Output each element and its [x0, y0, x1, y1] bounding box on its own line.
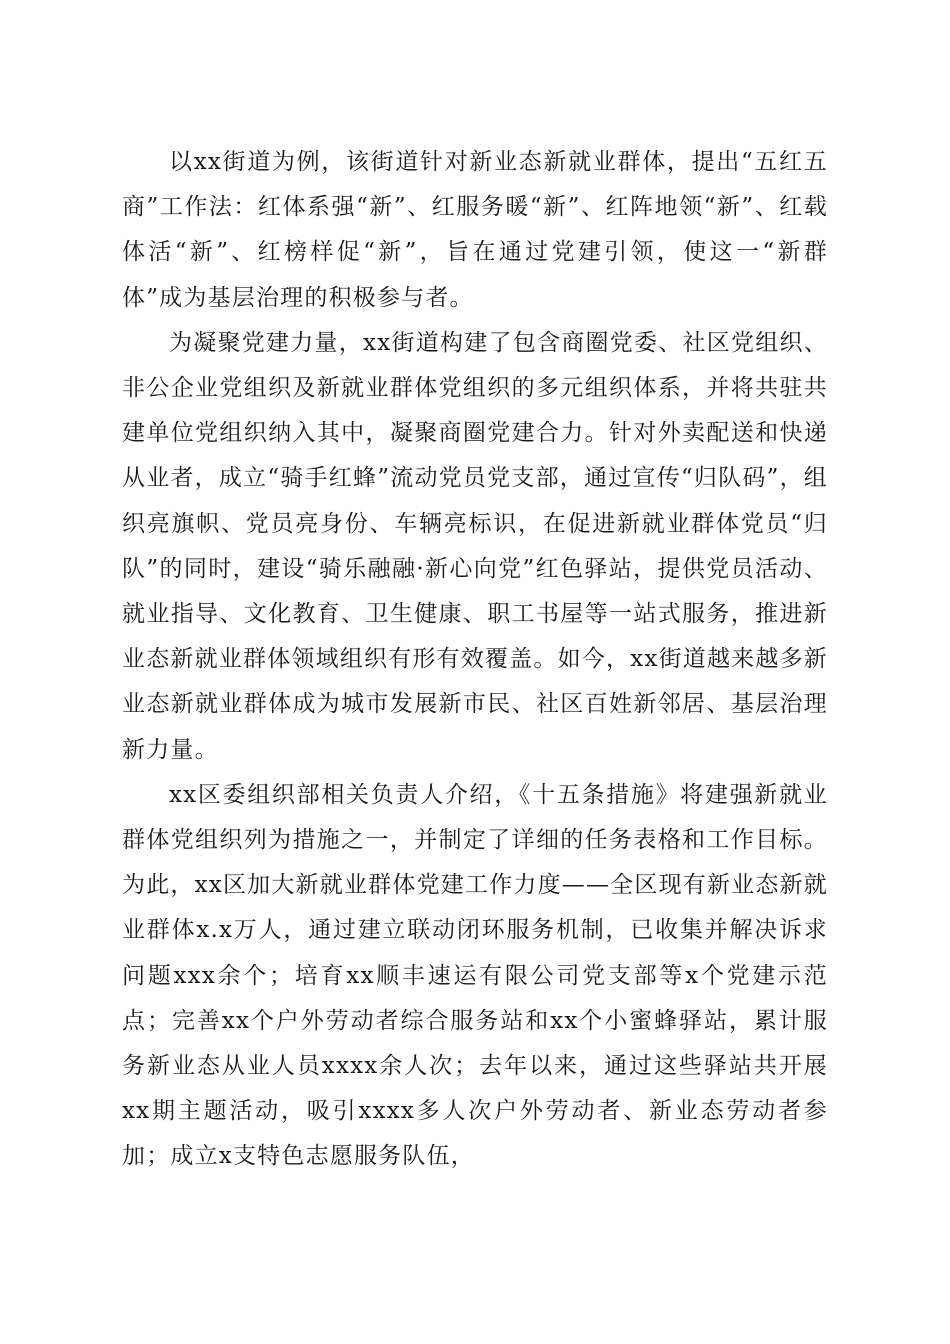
paragraph-1: 以xx街道为例，该街道针对新业态新就业群体，提出“五红五商”工作法：红体系强“新”、红服务暖“新”、红阵地领“新”、红载体活“新”、红榜样促“新”，旨在通过党建引领，使这一“新群体”成为基层治理的积极参与者。	[122, 149, 828, 311]
paragraph-2: 为凝聚党建力量，xx街道构建了包含商圈党委、社区党组织、非公企业党组织及新就业群体党组织的多元组织体系，并将共驻共建单位党组织纳入其中，凝聚商圈党建合力。针对外卖配送和快递从业者，成立“骑手红蜂”流动党员党支部，通过宣传“归队码”，组织亮旗帜、党员亮身份、车辆亮标识，在促进新就业群体党员“归队”的同时，建设“骑乐融融·新心向党”红色驿站，提供党员活动、就业指导、文化教育、卫生健康、职工书屋等一站式服务，推进新业态新就业群体领域组织有形有效覆盖。如今，xx街道越来越多新业态新就业群体成为城市发展新市民、社区百姓新邻居、基层治理新力量。	[122, 329, 828, 763]
document-body	[122, 140, 828, 1180]
paragraph-3: xx区委组织部相关负责人介绍，《十五条措施》将建强新就业群体党组织列为措施之一，并制定了详细的任务表格和工作目标。为此，xx区加大新就业群体党建工作力度——全区现有新业态新就业群体x.x万人，通过建立联动闭环服务机制，已收集并解决诉求问题xxx余个；培育xx顺丰速运有限公司党支部等x个党建示范点；完善xx个户外劳动者综合服务站和xx个小蜜蜂驿站，累计服务新业态从业人员xxxx余人次；去年以来，通过这些驿站共开展xx期主题活动，吸引xxxx多人次户外劳动者、新业态劳动者参加；成立x支特色志愿服务队伍，	[122, 781, 828, 1170]
